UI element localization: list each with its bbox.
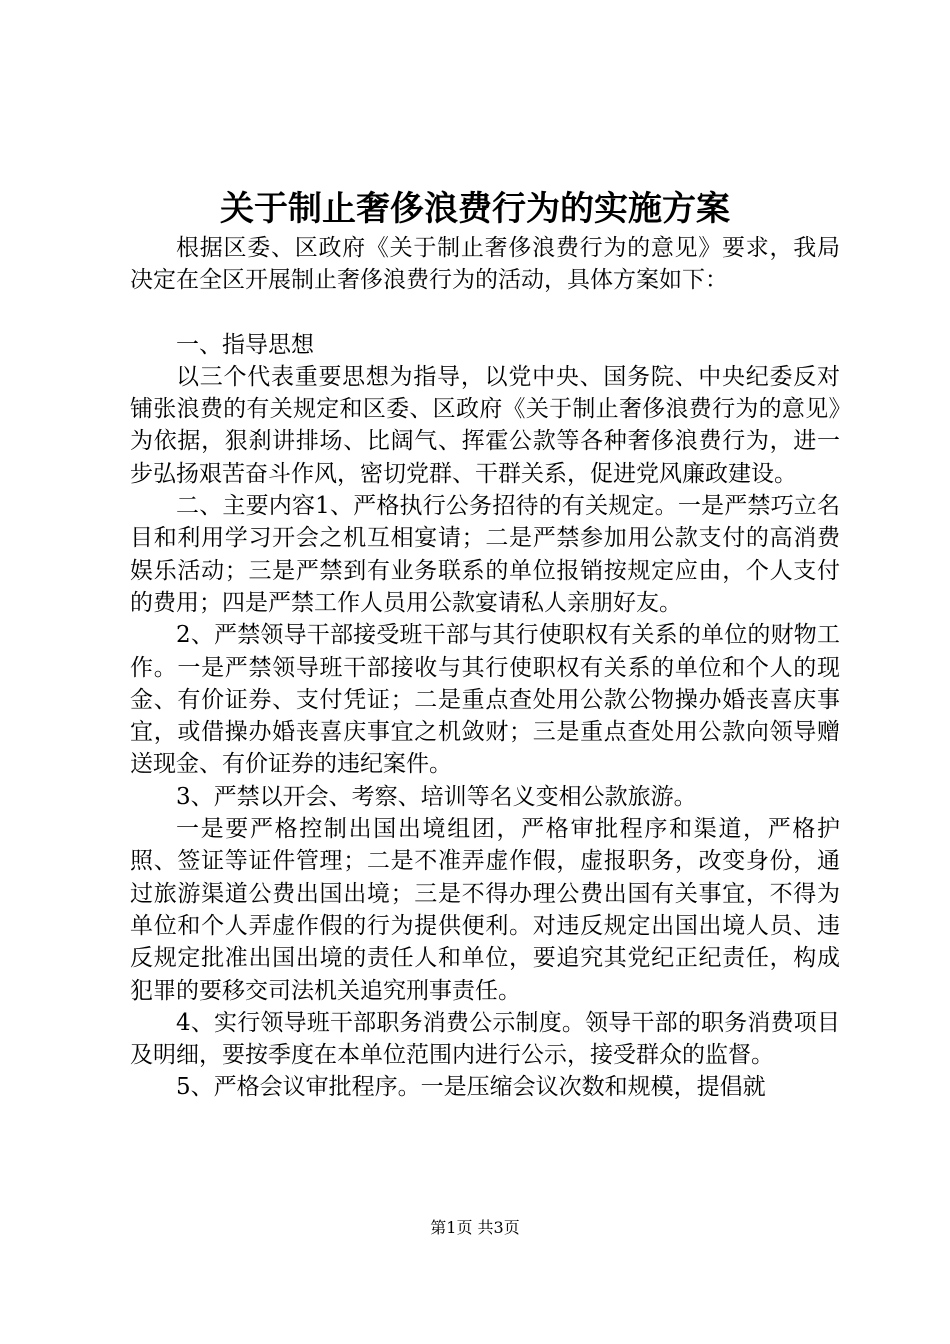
paragraph-main-content-5: 5、严格会议审批程序。一是压缩会议次数和规模，提倡就 (176, 1074, 766, 1101)
document-title: 关于制止奢侈浪费行为的实施方案 (220, 189, 730, 229)
paragraph-main-content-2: 2、严禁领导干部接受班干部与其行使职权有关系的单位的财物工作。一是严禁领导班干部接收与其行使职权有关系的单位和个人的现金、有价证券、支付凭证；二是重点查处用公款公物操办婚丧喜庆事宜，或借操办婚丧喜庆事宜之机敛财；三是重点查处用公款向领导赠送现金、有价证券的违纪案件。 (130, 622, 840, 778)
document-body (130, 232, 840, 1104)
paragraph-main-content-1: 二、主要内容1、严格执行公务招待的有关规定。一是严禁巧立名目和利用学习开会之机互相宴请；二是严禁参加用公款支付的高消费娱乐活动；三是严禁到有业务联系的单位报销按规定应由，个人支付的费用；四是严禁工作人员用公款宴请私人亲朋好友。 (130, 493, 840, 616)
paragraph-main-content-3-detail: 一是要严格控制出国出境组团，严格审批程序和渠道，严格护照、签证等证件管理；二是不准弄虚作假，虚报职务，改变身份，通过旅游渠道公费出国出境；三是不得办理公费出国有关事宜，不得为单位和个人弄虚作假的行为提供便利。对违反规定出国出境人员、违反规定批准出国出境的责任人和单位，要追究其党纪正纪责任，构成犯罪的要移交司法机关追究刑事责任。 (130, 816, 840, 1004)
heading-guiding-ideology: 一、指导思想 (176, 331, 314, 358)
page-number-footer: 第1页 共3页 (430, 1218, 520, 1237)
paragraph-intro: 根据区委、区政府《关于制止奢侈浪费行为的意见》要求，我局决定在全区开展制止奢侈浪费行为的活动，具体方案如下： (130, 235, 840, 294)
paragraph-guiding-ideology: 以三个代表重要思想为指导，以党中央、国务院、中央纪委反对铺张浪费的有关规定和区委、区政府《关于制止奢侈浪费行为的意见》为依据，狠刹讲排场、比阔气、挥霍公款等各种奢侈浪费行为，进一步弘扬艰苦奋斗作风，密切党群、干群关系，促进党风廉政建设。 (130, 363, 840, 487)
paragraph-main-content-4: 4、实行领导班干部职务消费公示制度。领导干部的职务消费项目及明细，要按季度在本单位范围内进行公示，接受群众的监督。 (130, 1009, 840, 1069)
paragraph-main-content-3: 3、严禁以开会、考察、培训等名义变相公款旅游。 (176, 783, 697, 810)
